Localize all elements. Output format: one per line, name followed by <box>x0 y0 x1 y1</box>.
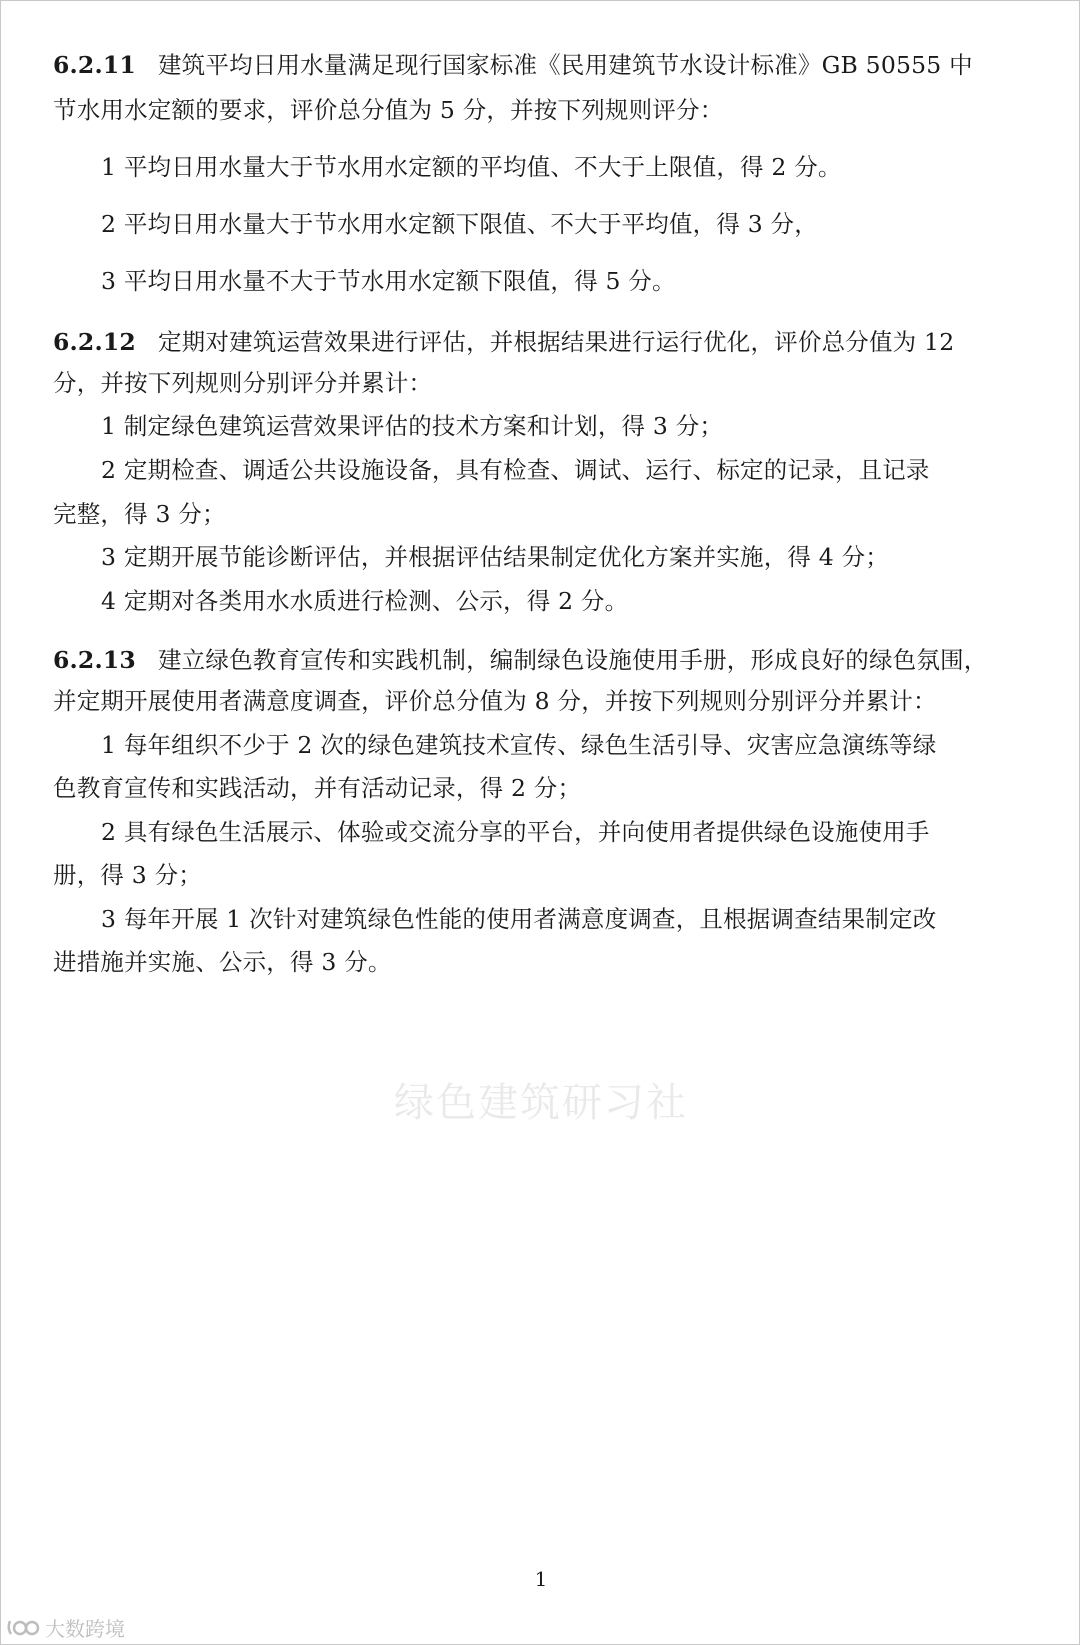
clause-number: 6.2.11 <box>53 51 136 79</box>
clause-6-2-13-item-1-cont: 色教育宣传和实践活动，并有活动记录，得 2 分； <box>53 774 582 802</box>
clause-6-2-12-item-2-cont: 完整，得 3 分； <box>53 500 226 528</box>
clause-6-2-12-item-4: 4 定期对各类用水水质进行检测、公示，得 2 分。 <box>101 587 629 615</box>
clause-6-2-11-item-1: 1 平均日用水量大于节水用水定额的平均值、不大于上限值，得 2 分。 <box>101 153 842 181</box>
watermark: 绿色建筑研习社 <box>394 1080 688 1126</box>
clause-6-2-11-line-2: 节水用水定额的要求，评价总分值为 5 分，并按下列规则评分： <box>53 96 724 124</box>
clause-6-2-11-line-1 <box>53 49 973 81</box>
clause-6-2-11-item-3: 3 平均日用水量不大于节水用水定额下限值，得 5 分。 <box>101 267 676 295</box>
clause-6-2-12-item-1: 1 制定绿色建筑运营效果评估的技术方案和计划，得 3 分； <box>101 412 724 440</box>
page-number: 1 <box>534 1567 548 1591</box>
clause-text: 定期对建筑运营效果进行评估，并根据结果进行运行优化，评价总分值为 12 <box>157 328 955 356</box>
clause-6-2-12-item-3: 3 定期开展节能诊断评估，并根据评估结果制定优化方案并实施，得 4 分； <box>101 543 890 571</box>
clause-6-2-13-item-1: 1 每年组织不少于 2 次的绿色建筑技术宣传、绿色生活引导、灾害应急演练等绿 <box>101 731 937 759</box>
brand-logo-icon <box>7 1617 41 1639</box>
footer-logo <box>7 1613 125 1642</box>
clause-6-2-12-item-2: 2 定期检查、调适公共设施设备，具有检查、调试、运行、标定的记录，且记录 <box>101 456 930 484</box>
clause-text: 建筑平均日用水量满足现行国家标准《民用建筑节水设计标准》GB 50555 中 <box>157 51 973 79</box>
clause-6-2-12-line-2: 分，并按下列规则分别评分并累计： <box>53 369 433 397</box>
clause-6-2-12-line-1 <box>53 326 954 358</box>
clause-text: 建立绿色教育宣传和实践机制，编制绿色设施使用手册，形成良好的绿色氛围， <box>157 646 988 674</box>
clause-6-2-11-item-2: 2 平均日用水量大于节水用水定额下限值、不大于平均值，得 3 分， <box>101 210 818 238</box>
clause-number: 6.2.13 <box>53 646 136 674</box>
clause-6-2-13-item-2-cont: 册，得 3 分； <box>53 861 202 889</box>
clause-6-2-13-item-3: 3 每年开展 1 次针对建筑绿色性能的使用者满意度调查，且根据调查结果制定改 <box>101 905 937 933</box>
clause-number: 6.2.12 <box>53 328 136 356</box>
clause-6-2-13-line-2: 并定期开展使用者满意度调查，评价总分值为 8 分，并按下列规则分别评分并累计： <box>53 687 937 715</box>
clause-6-2-13-item-3-cont: 进措施并实施、公示，得 3 分。 <box>53 948 392 976</box>
clause-6-2-13-item-2: 2 具有绿色生活展示、体验或交流分享的平台，并向使用者提供绿色设施使用手 <box>101 818 930 846</box>
clause-6-2-13-line-1 <box>53 644 987 676</box>
footer-logo-text: 大数跨境 <box>45 1617 125 1641</box>
